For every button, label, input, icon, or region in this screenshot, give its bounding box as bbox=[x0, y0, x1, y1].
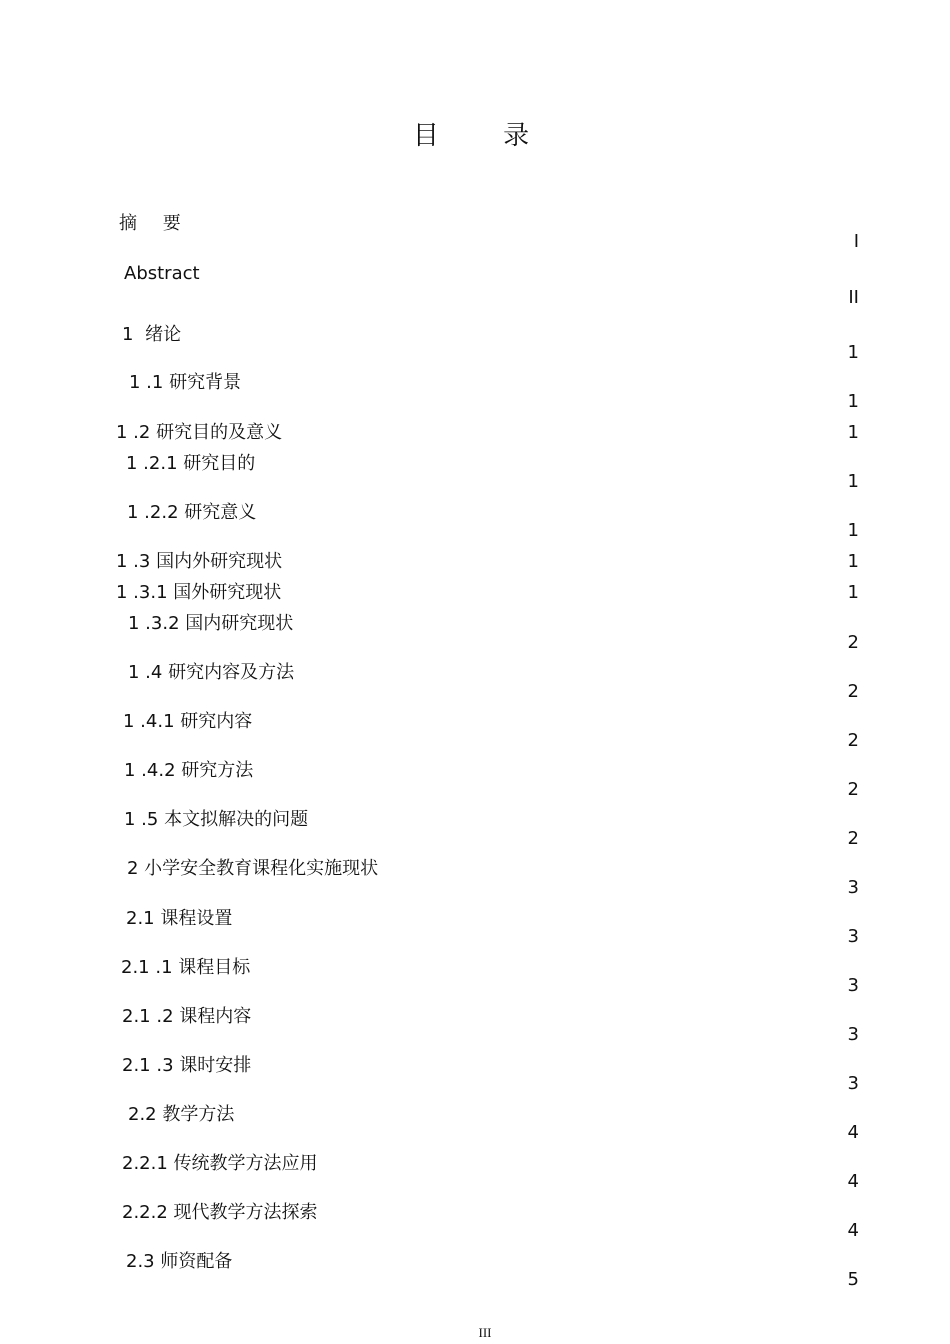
toc-entry-label: Abstract bbox=[124, 263, 200, 284]
toc-entry-page: 1 bbox=[847, 471, 859, 492]
toc-entry-page: 4 bbox=[847, 1122, 859, 1143]
toc-entry-label: 1 .4 研究内容及方法 bbox=[128, 662, 295, 683]
toc-entry-page: 2 bbox=[847, 632, 859, 653]
toc-entry-page: 5 bbox=[847, 1269, 859, 1290]
toc-entry-label: 1 .5 本文拟解决的问题 bbox=[124, 809, 309, 830]
toc-entry-label: 1 .2 研究目的及意义 bbox=[116, 422, 283, 443]
toc-entry-label: 1 .3 国内外研究现状 bbox=[116, 551, 283, 572]
toc-entry-label: 1 .1 研究背景 bbox=[129, 372, 242, 393]
toc-entry-page: 1 bbox=[847, 342, 859, 363]
toc-entry-page: 2 bbox=[847, 779, 859, 800]
toc-entry-page: 3 bbox=[847, 975, 859, 996]
footer-page-number: III bbox=[478, 1325, 492, 1340]
toc-entry-page: 1 bbox=[847, 551, 859, 572]
toc-entry-label: 1 .4.1 研究内容 bbox=[123, 711, 253, 732]
toc-entry-page: 4 bbox=[847, 1220, 859, 1241]
toc-entry-label: 2.1 .2 课程内容 bbox=[122, 1006, 252, 1027]
toc-entry-page: 1 bbox=[847, 391, 859, 412]
toc-entry-page: 3 bbox=[847, 1073, 859, 1094]
toc-entry-page: II bbox=[848, 287, 859, 308]
toc-entry-label: 摘 要 bbox=[119, 213, 191, 234]
toc-entry-page: 3 bbox=[847, 926, 859, 947]
toc-entry-page: 1 bbox=[847, 422, 859, 443]
toc-entry-label: 1 .2.1 研究目的 bbox=[126, 453, 256, 474]
toc-entry-label: 1 .3.1 国外研究现状 bbox=[116, 582, 282, 603]
toc-entry-page: I bbox=[853, 231, 859, 252]
toc-entry-label: 1 .3.2 国内研究现状 bbox=[128, 613, 294, 634]
toc-entry-page: 3 bbox=[847, 1024, 859, 1045]
toc-entry-page: 2 bbox=[847, 828, 859, 849]
toc-title: 目 录 bbox=[412, 121, 558, 151]
toc-entry-label: 2.1 .3 课时安排 bbox=[122, 1055, 252, 1076]
toc-entry-page: 2 bbox=[847, 730, 859, 751]
toc-entry-label: 2.1 课程设置 bbox=[126, 908, 233, 929]
toc-entry-label: 2.2.2 现代教学方法探索 bbox=[122, 1202, 318, 1223]
toc-entry-label: 2.1 .1 课程目标 bbox=[121, 957, 251, 978]
toc-entry-label: 1 .4.2 研究方法 bbox=[124, 760, 254, 781]
toc-entry-label: 2.3 师资配备 bbox=[126, 1251, 233, 1272]
toc-entry-label: 1 .2.2 研究意义 bbox=[127, 502, 257, 523]
toc-entry-page: 2 bbox=[847, 681, 859, 702]
toc-entry-label: 1 绪论 bbox=[122, 324, 182, 345]
toc-entry-page: 1 bbox=[847, 520, 859, 541]
toc-entry-page: 4 bbox=[847, 1171, 859, 1192]
toc-entry-page: 3 bbox=[847, 877, 859, 898]
toc-entry-label: 2.2.1 传统教学方法应用 bbox=[122, 1153, 318, 1174]
toc-entry-label: 2.2 教学方法 bbox=[128, 1104, 235, 1125]
toc-entry-label: 2 小学安全教育课程化实施现状 bbox=[127, 858, 379, 879]
toc-entry-page: 1 bbox=[847, 582, 859, 603]
